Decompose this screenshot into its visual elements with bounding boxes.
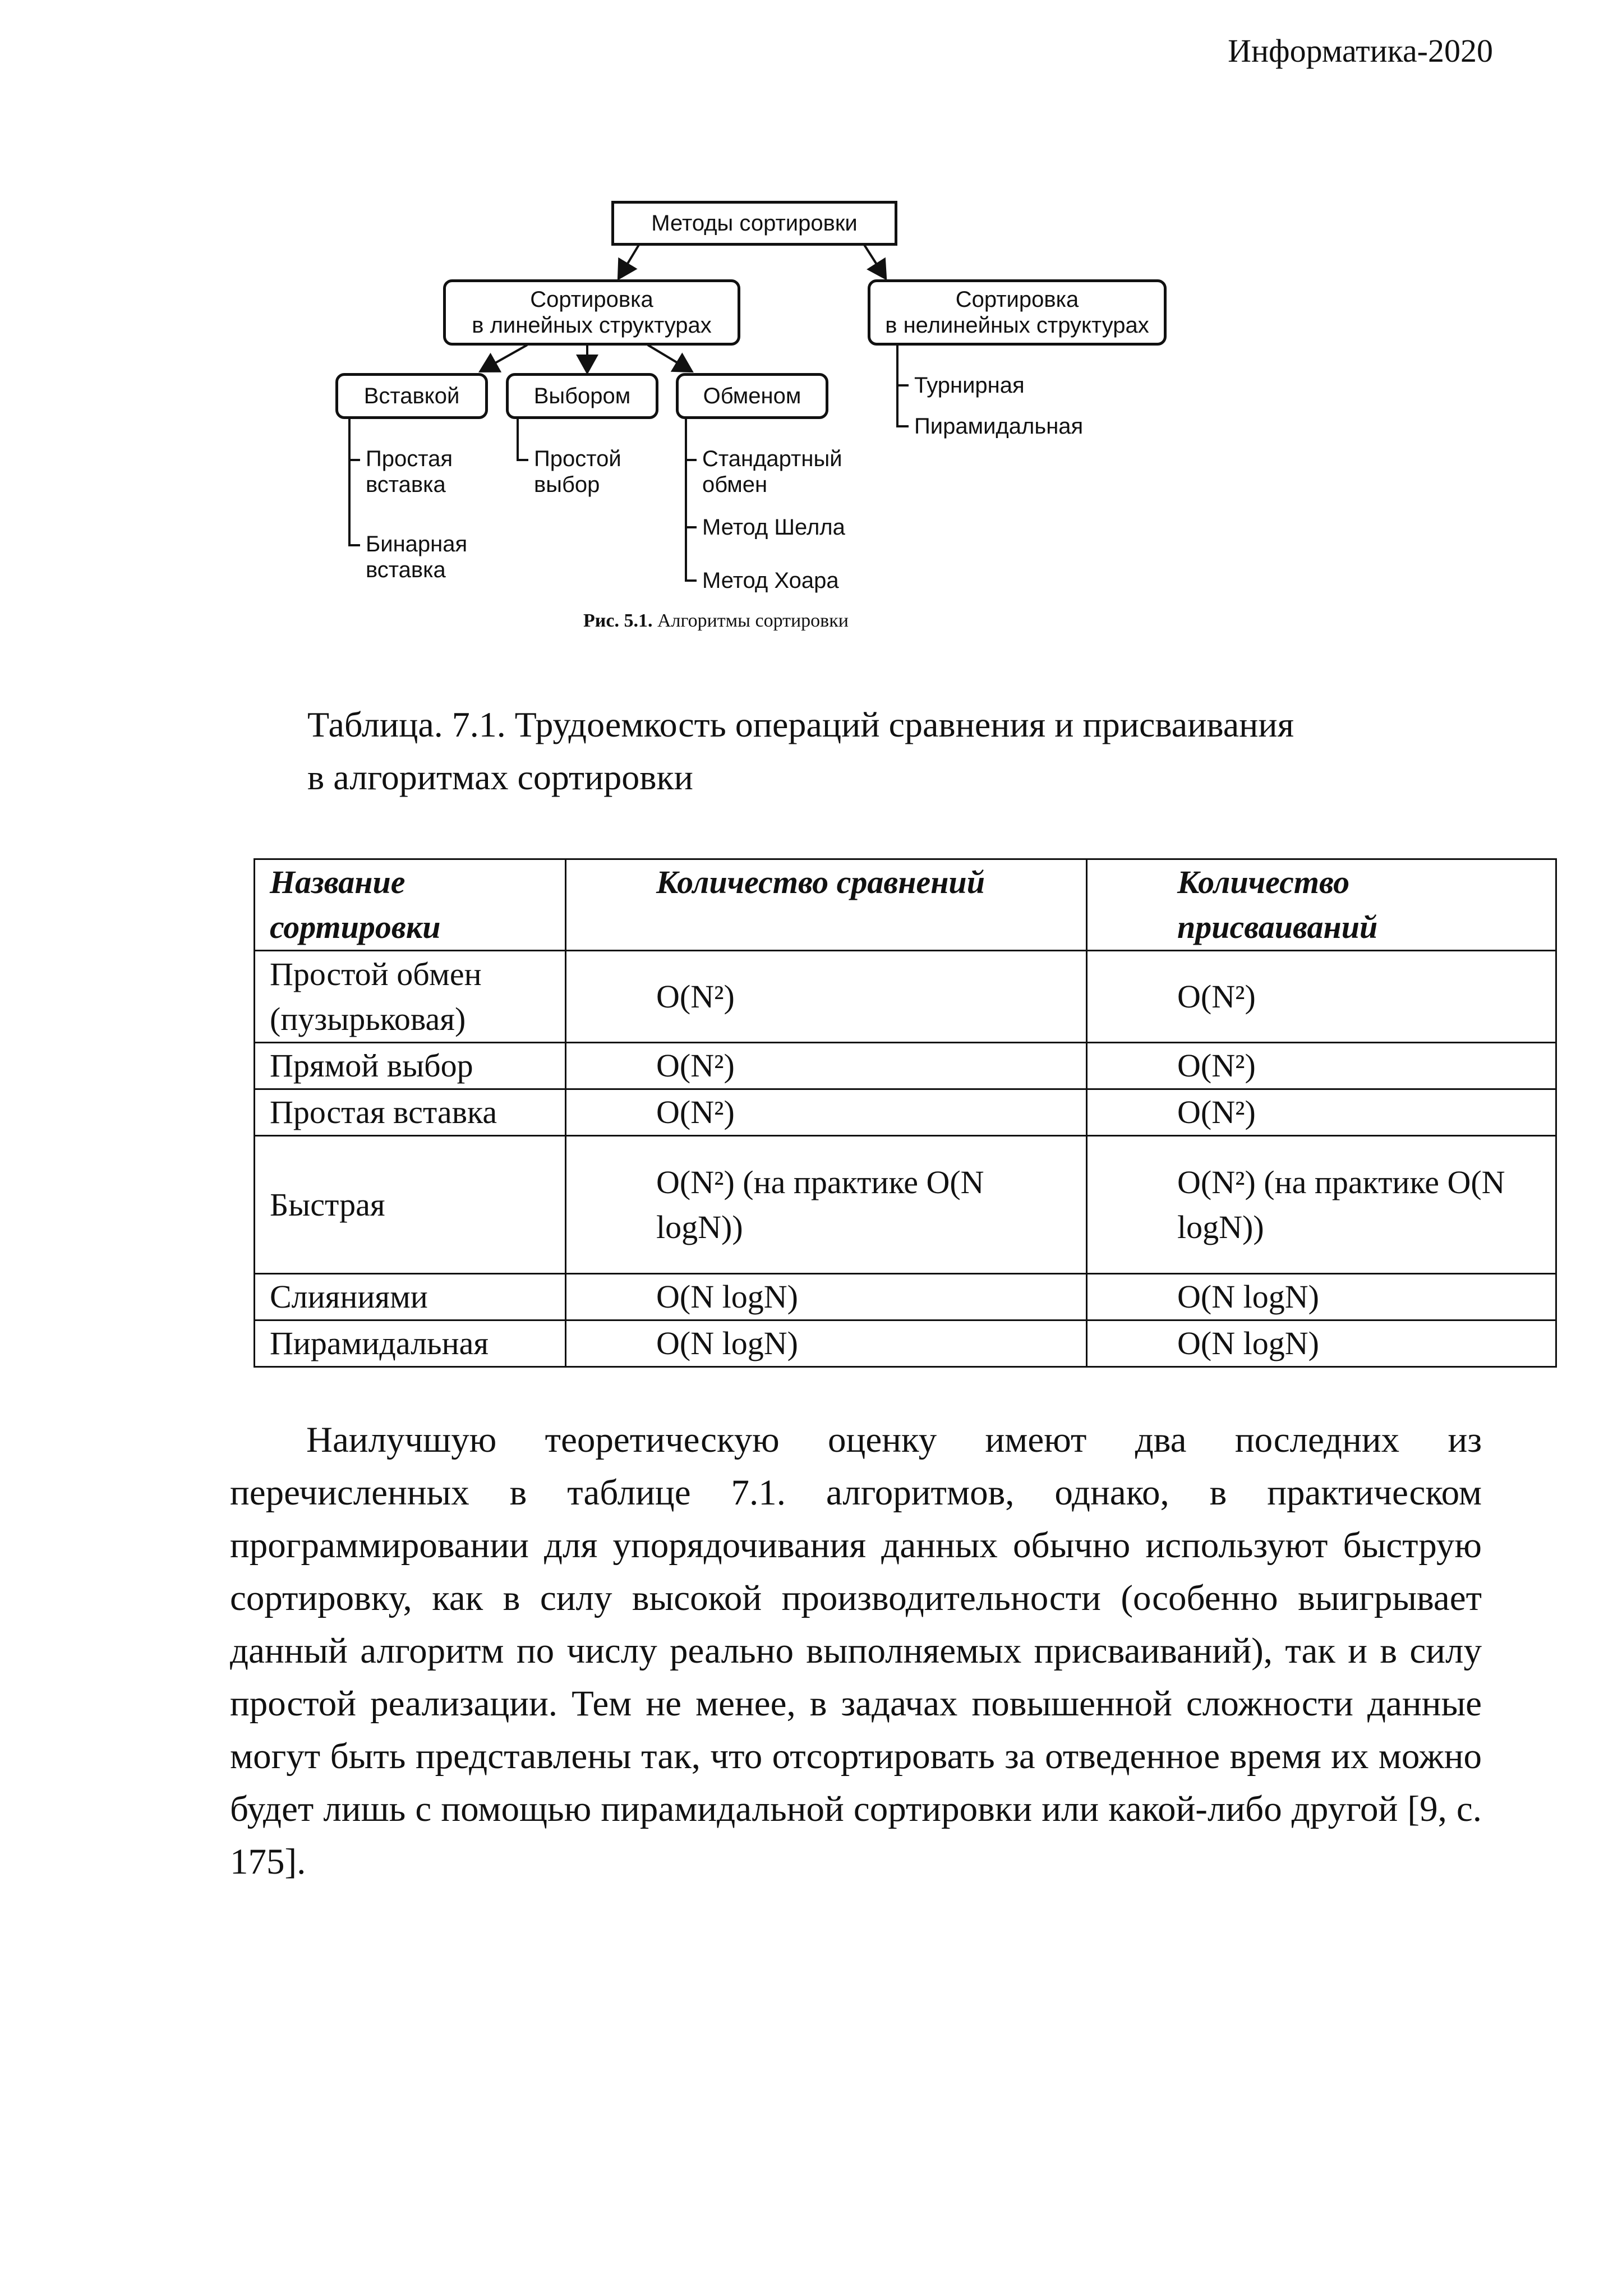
nonlinear-label-line-2: в нелинейных структурах bbox=[885, 313, 1149, 338]
row-assignments: O(N logN) bbox=[1087, 1320, 1556, 1367]
row-name: Простой обмен (пузырьковая) bbox=[255, 951, 566, 1043]
figure-caption bbox=[583, 610, 849, 632]
row-assignments: O(N²) (на практике O(N logN)) bbox=[1087, 1136, 1556, 1274]
table-row bbox=[255, 1136, 1556, 1274]
row-assignments: O(N logN) bbox=[1087, 1274, 1556, 1320]
branch-selection bbox=[518, 418, 528, 460]
header-comparisons: Количество сравнений bbox=[566, 859, 1087, 951]
nonlinear-label bbox=[885, 287, 1149, 338]
row-name: Быстрая bbox=[255, 1136, 566, 1274]
row-assignments: O(N²) bbox=[1087, 951, 1556, 1043]
row-name: Слияниями bbox=[255, 1274, 566, 1320]
row-comparisons: O(N²) (на практике O(N logN)) bbox=[566, 1136, 1087, 1274]
table-row bbox=[255, 1274, 1556, 1320]
table-caption-line-2: в алгоритмах сортировки bbox=[307, 757, 693, 797]
running-header: Информатика-2020 bbox=[1228, 33, 1493, 69]
table-caption bbox=[307, 698, 1429, 804]
row-name: Пирамидальная bbox=[255, 1320, 566, 1367]
row-comparisons: O(N²) bbox=[566, 1043, 1087, 1089]
figure-caption-label: Рис. 5.1. bbox=[583, 610, 653, 631]
header-name: Название сортировки bbox=[255, 859, 566, 951]
box-selection bbox=[506, 373, 658, 419]
row-comparisons: O(N²) bbox=[566, 1089, 1087, 1136]
root-box-sorting-methods bbox=[611, 201, 897, 246]
linear-label-line-1: Сортировка bbox=[530, 287, 653, 312]
row-comparisons: O(N²) bbox=[566, 951, 1087, 1043]
arrow-linear-exchange bbox=[648, 345, 690, 370]
leaf-standard-exchange: Стандартный обмен bbox=[702, 447, 842, 497]
table-row bbox=[255, 1320, 1556, 1367]
arrow-root-linear bbox=[620, 244, 639, 277]
box-insertion bbox=[335, 373, 488, 419]
body-paragraph: Наилучшую теоретическую оценку имеют два последних из перечисленных в таблице 7.1. алгоритмов, однако, в практическом программировании для упорядочивания данных обычно используют быструю сортировку, как в силу высокой производительности (особенно выигрывает данный алгоритм по числу реально выполняемых присваиваний), так и в силу простой реализации. Тем не менее, в задачах повышенной сложности данные могут быть представлены так, что отсортировать за отведенное время их можно будет лишь с помощью пирамидальной сортировки или какой-либо другой [9, с. 175]. bbox=[230, 1420, 1482, 1882]
nonlinear-label-line-1: Сортировка bbox=[955, 287, 1079, 312]
body-paragraph-block bbox=[230, 1414, 1482, 1888]
root-label: Методы сортировки bbox=[651, 211, 858, 236]
arrow-root-nonlinear bbox=[864, 244, 884, 277]
table-header-row bbox=[255, 859, 1556, 951]
leaf-hoare-method: Метод Хоара bbox=[702, 568, 839, 593]
arrow-linear-insertion bbox=[482, 345, 527, 370]
linear-label bbox=[472, 287, 712, 338]
exchange-label: Обменом bbox=[703, 384, 801, 408]
figure-caption-text: Алгоритмы сортировки bbox=[657, 610, 849, 631]
header-assignments: Количество присваиваний bbox=[1087, 859, 1556, 951]
row-assignments: O(N²) bbox=[1087, 1089, 1556, 1136]
row-comparisons: O(N logN) bbox=[566, 1320, 1087, 1367]
sorting-methods-diagram bbox=[325, 191, 1200, 645]
complexity-table bbox=[254, 858, 1557, 1368]
box-linear-sorting bbox=[443, 279, 740, 346]
row-name: Простая вставка bbox=[255, 1089, 566, 1136]
leaf-shell-method: Метод Шелла bbox=[702, 515, 845, 540]
branch-insertion bbox=[349, 418, 360, 545]
linear-label-line-2: в линейных структурах bbox=[472, 313, 712, 338]
table-caption-line-1: Таблица. 7.1. Трудоемкость операций сравнения и присваивания bbox=[307, 705, 1294, 744]
leaf-simple-selection: Простой выбор bbox=[534, 447, 621, 497]
row-name: Прямой выбор bbox=[255, 1043, 566, 1089]
box-nonlinear-sorting bbox=[868, 279, 1167, 346]
row-comparisons: O(N logN) bbox=[566, 1274, 1087, 1320]
leaf-heap: Пирамидальная bbox=[914, 414, 1084, 439]
table-row bbox=[255, 1089, 1556, 1136]
leaf-simple-insertion: Простая вставка bbox=[366, 447, 453, 497]
row-assignments: O(N²) bbox=[1087, 1043, 1556, 1089]
branch-exchange bbox=[686, 418, 697, 581]
box-exchange bbox=[676, 373, 828, 419]
selection-label: Выбором bbox=[533, 384, 631, 408]
table-row bbox=[255, 951, 1556, 1043]
table-row bbox=[255, 1043, 1556, 1089]
leaf-tournament: Турнирная bbox=[914, 373, 1025, 398]
leaf-binary-insertion: Бинарная вставка bbox=[366, 532, 468, 582]
insertion-label: Вставкой bbox=[363, 384, 460, 408]
